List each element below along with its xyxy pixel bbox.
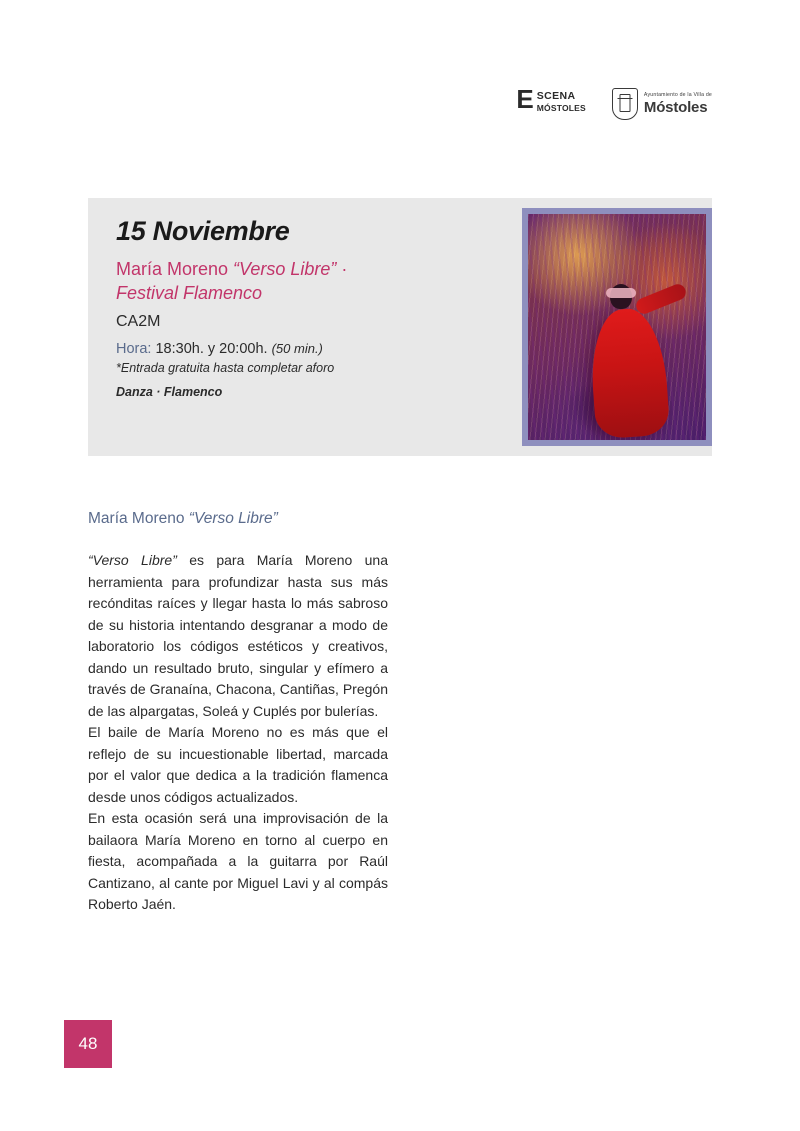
escena-logo-words bbox=[537, 88, 586, 114]
event-title-separator: · bbox=[336, 259, 348, 279]
event-title-festival: Festival Flamenco bbox=[116, 283, 263, 303]
description-paragraph-2: El baile de María Moreno no es más que el reflejo de su incuestionable libertad, marcada por el valor que dedica a la tradición flamenca desde unos códigos actualizados. bbox=[88, 724, 388, 805]
mostoles-logo-small-text: Ayuntamiento de la Villa de bbox=[643, 91, 712, 98]
escena-logo-line1: SCENA bbox=[536, 90, 576, 102]
event-photo-frame bbox=[522, 208, 712, 446]
event-title-work: “Verso Libre” bbox=[233, 259, 337, 279]
description-section bbox=[88, 510, 388, 916]
description-heading-work: “Verso Libre” bbox=[188, 510, 278, 527]
mostoles-logo-words bbox=[644, 93, 712, 115]
page-number: 48 bbox=[64, 1020, 112, 1068]
description-paragraph-1-quoted: “Verso Libre” bbox=[88, 552, 177, 568]
event-duration: (50 min.) bbox=[271, 341, 323, 356]
description-heading-artist: María Moreno bbox=[88, 510, 189, 527]
event-venue: CA2M bbox=[116, 313, 161, 330]
description-paragraph-3: En esta ocasión será una improvisación de la bailaora María Moreno en torno al cuerpo en fiesta, acompañada a la guitarra por Raúl Cantizano, al cante por Miguel Lavi y al compás Roberto Jaén. bbox=[88, 810, 388, 912]
photo-dancer-head bbox=[610, 284, 632, 309]
event-photo bbox=[528, 214, 706, 440]
event-title bbox=[116, 257, 511, 305]
description-paragraph-1-rest: es para María Moreno una herramienta para profundizar hasta sus más recónditas raíces y llegar hasta lo más sabroso de su historia intentando desgranar a modo de laboratorio los códigos estéticos y creativos, dando un resultado bruto, singular y efímero a través de Granaína, Chacona, Cantiñas, Pregón de las alpargatas, Soleá y Cuplés por bulerías. bbox=[88, 552, 388, 719]
event-genre-tags: Danza · Flamenco bbox=[116, 385, 223, 399]
event-date: 15 Noviembre bbox=[116, 216, 290, 246]
ayuntamiento-mostoles-logo bbox=[612, 88, 712, 120]
shield-icon bbox=[612, 88, 638, 120]
event-time-value: 18:30h. y 20:00h. bbox=[151, 341, 272, 357]
header-logos bbox=[516, 84, 712, 120]
escena-logo-initial: E bbox=[516, 84, 533, 114]
description-body bbox=[88, 550, 388, 916]
description-paragraph-1 bbox=[88, 550, 388, 722]
mostoles-logo-name: Móstoles bbox=[643, 99, 708, 117]
event-details bbox=[116, 212, 511, 399]
escena-mostoles-logo bbox=[516, 84, 586, 114]
event-time bbox=[116, 341, 511, 357]
event-time-label: Hora: bbox=[116, 341, 152, 357]
escena-logo-line2: MÓSTOLES bbox=[536, 103, 586, 113]
description-heading bbox=[88, 510, 388, 528]
event-card bbox=[88, 198, 712, 456]
event-title-artist: María Moreno bbox=[116, 259, 234, 279]
event-admission-note: *Entrada gratuita hasta completar aforo bbox=[116, 361, 335, 375]
